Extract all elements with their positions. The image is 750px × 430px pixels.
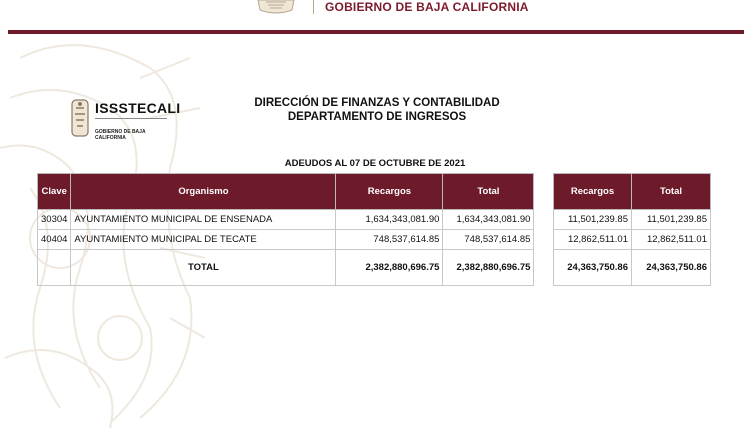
- cell-recargos: 11,501,239.85: [554, 210, 632, 230]
- table-row: [38, 210, 534, 230]
- totals-total: 24,363,750.86: [632, 250, 711, 286]
- banner-divider: [313, 0, 314, 14]
- issstecali-wordmark: ISSSTECALI: [95, 100, 181, 116]
- cell-recargos: 1,634,343,081.90: [336, 210, 443, 230]
- cell-total: 11,501,239.85: [632, 210, 711, 230]
- column-header-recargos: Recargos: [554, 174, 632, 210]
- secondary-table: [553, 173, 711, 286]
- table-header-row: [38, 174, 534, 210]
- government-name: GOBIERNO DE BAJA CALIFORNIA: [325, 0, 529, 14]
- department-subtitle: DEPARTAMENTO DE INGRESOS: [287, 111, 467, 123]
- department-title: DIRECCIÓN DE FINANZAS Y CONTABILIDAD: [254, 97, 500, 109]
- cell-organismo: AYUNTAMIENTO MUNICIPAL DE ENSENADA: [71, 210, 336, 230]
- cell-clave: 40404: [38, 230, 71, 250]
- header-rule: [8, 30, 744, 34]
- state-emblem-icon: [254, 0, 298, 14]
- issstecali-subtitle: GOBIERNO DE BAJA CALIFORNIA: [95, 129, 146, 141]
- debts-table: [37, 173, 534, 286]
- table-row: [38, 230, 534, 250]
- cell-organismo: AYUNTAMIENTO MUNICIPAL DE TECATE: [71, 230, 336, 250]
- cell-clave: 30304: [38, 210, 71, 230]
- cell-total: 748,537,614.85: [443, 230, 534, 250]
- column-header-organismo: Organismo: [71, 174, 336, 210]
- column-header-total: Total: [443, 174, 534, 210]
- column-header-recargos: Recargos: [336, 174, 443, 210]
- cell-total: 1,634,343,081.90: [443, 210, 534, 230]
- table-header-row: [554, 174, 711, 210]
- report-caption: ADEUDOS AL 07 DE OCTUBRE DE 2021: [284, 158, 466, 169]
- cell-recargos: 12,862,511.01: [554, 230, 632, 250]
- table-row: [554, 230, 711, 250]
- column-header-total: Total: [632, 174, 711, 210]
- table-row: [554, 210, 711, 230]
- totals-label: TOTAL: [71, 250, 336, 286]
- cell-recargos: 748,537,614.85: [336, 230, 443, 250]
- totals-row: [554, 250, 711, 286]
- totals-recargos: 2,382,880,696.75: [336, 250, 443, 286]
- totals-recargos: 24,363,750.86: [554, 250, 632, 286]
- column-header-clave: Clave: [38, 174, 71, 210]
- totals-row: [38, 250, 534, 286]
- cell-empty: [38, 250, 71, 286]
- totals-total: 2,382,880,696.75: [443, 250, 534, 286]
- cell-total: 12,862,511.01: [632, 230, 711, 250]
